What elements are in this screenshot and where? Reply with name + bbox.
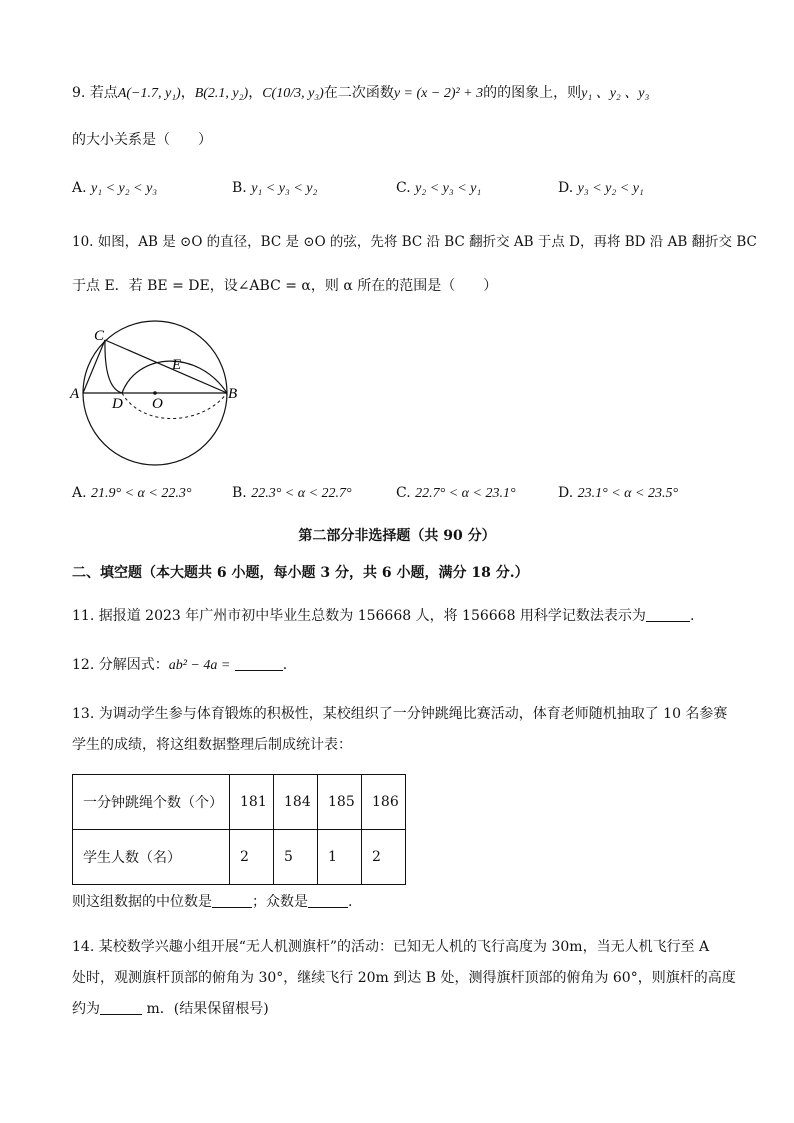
q13-mode-blank[interactable] xyxy=(308,893,348,908)
q12-expression: ab² − 4a = xyxy=(168,658,231,673)
question-9-line2: 的大小关系是（ ） xyxy=(72,132,212,148)
table-cell: 2 xyxy=(362,830,406,885)
q9-option-b-label: B. xyxy=(232,180,247,196)
chord-bc xyxy=(105,340,227,393)
q13-median-label: 则这组数据的中位数是 xyxy=(72,894,212,910)
question-14-line2: 处时，观测旗杆顶部的俯角为 30°，继续飞行 20m 到达 B 处，测得旗杆顶部的俯角为 60°，则旗杆的高度 xyxy=(72,970,736,986)
label-o: O xyxy=(152,396,163,412)
table-cell: 185 xyxy=(318,775,362,830)
question-14-line3 xyxy=(72,1000,269,1018)
q9-mid: 在二次函数 xyxy=(323,85,394,101)
q12-text: 12. 分解因式： xyxy=(72,657,169,673)
q10-option-b[interactable] xyxy=(232,485,352,502)
question-11 xyxy=(72,607,694,625)
question-12 xyxy=(72,656,287,675)
q13-median-blank[interactable] xyxy=(212,893,252,908)
label-b: B xyxy=(228,386,238,402)
q11-end: . xyxy=(689,608,695,624)
q10-option-d-label: D. xyxy=(558,485,574,501)
q13-stats-table xyxy=(72,774,406,885)
q9-post: 的的图象上，则 xyxy=(483,85,582,101)
table-header-count: 一分钟跳绳个数（个） xyxy=(73,775,230,830)
label-c: C xyxy=(94,328,105,344)
q10-option-a-text: 21.9° < α < 22.3° xyxy=(91,486,192,501)
table-row xyxy=(73,775,406,830)
q10-option-d[interactable] xyxy=(558,485,678,502)
q9-option-d-text: y₃ < y₂ < y₁ xyxy=(577,181,644,196)
folded-arc-bc xyxy=(105,340,122,393)
table-row xyxy=(73,830,406,885)
table-cell: 186 xyxy=(362,775,406,830)
table-cell: 184 xyxy=(274,775,318,830)
q9-number: 9. xyxy=(72,85,86,101)
q12-end: . xyxy=(282,657,288,673)
center-point-o xyxy=(153,391,157,395)
q9-option-d[interactable] xyxy=(558,180,644,197)
section-2-title: 二、填空题（本大题共 6 小题，每小题 3 分，共 6 小题，满分 18 分.） xyxy=(72,565,529,581)
q10-option-a-label: A. xyxy=(72,485,87,501)
q10-option-c-text: 22.7° < α < 23.1° xyxy=(415,486,516,501)
q9-option-d-label: D. xyxy=(558,180,574,196)
q11-text: 11. 据报道 2023 年广州市初中毕业生总数为 156668 人，将 156668 用科学记数法表示为 xyxy=(72,608,646,624)
q10-option-b-text: 22.3° < α < 22.7° xyxy=(251,486,352,501)
q13-end: . xyxy=(348,894,353,910)
q9-option-a[interactable] xyxy=(72,180,157,197)
q9-option-a-label: A. xyxy=(72,180,87,196)
question-13-line1: 13. 为调动学生参与体育锻炼的积极性，某校组织了一分钟跳绳比赛活动，体育老师随机抽取了 10 名参赛 xyxy=(72,706,728,722)
q12-answer-blank[interactable] xyxy=(235,656,283,671)
q10-option-b-label: B. xyxy=(232,485,247,501)
table-cell: 181 xyxy=(230,775,274,830)
q9-option-c-label: C. xyxy=(396,180,411,196)
q10-option-c[interactable] xyxy=(396,485,516,502)
label-e: E xyxy=(172,357,182,373)
label-d: D xyxy=(112,396,123,412)
q9-comma-2: ， xyxy=(248,85,263,101)
q14-line3-post: m．(结果保留根号) xyxy=(146,1001,269,1017)
q14-line3-pre: 约为 xyxy=(72,1001,100,1017)
q10-option-c-label: C. xyxy=(396,485,411,501)
q9-point-b: B(2.1, y₂) xyxy=(194,86,249,101)
table-cell: 5 xyxy=(274,830,318,885)
question-10-line2: 于点 E．若 BE = DE，设∠ABC = α，则 α 所在的范围是（ ） xyxy=(72,278,498,294)
q9-point-a: A(−1.7, y₁) xyxy=(117,86,181,101)
q10-option-a[interactable] xyxy=(72,485,191,502)
question-10-line1: 10. 如图，AB 是 ⊙O 的直径，BC 是 ⊙O 的弦，先将 BC 沿 BC 翻折交 AB 于点 D，再将 BD 沿 AB 翻折交 BC xyxy=(72,234,757,250)
q9-option-b-text: y₁ < y₃ < y₂ xyxy=(251,181,318,196)
q9-option-c[interactable] xyxy=(396,180,481,197)
q9-point-c: C(10/3, y₃) xyxy=(262,86,324,101)
segment-ac xyxy=(83,340,105,393)
q9-option-b[interactable] xyxy=(232,180,317,197)
q9-comma-1: ， xyxy=(180,85,195,101)
q10-figure xyxy=(62,318,252,488)
dashed-arc-db xyxy=(122,393,227,419)
q14-answer-blank[interactable] xyxy=(100,1000,142,1015)
question-13-answer-line xyxy=(72,893,352,911)
q9-function: y = (x − 2)² + 3 xyxy=(393,86,484,101)
question-14-line1: 14. 某校数学兴趣小组开展“无人机测旗杆”的活动：已知无人机的飞行高度为 30m，当无人机飞行至 A xyxy=(72,939,710,955)
q9-vars: y₁ 、y₂ 、y₃ xyxy=(581,86,650,101)
q9-option-c-text: y₂ < y₃ < y₁ xyxy=(415,181,482,196)
q9-prefix: 若点 xyxy=(89,85,118,101)
question-13-line2: 学生的成绩，将这组数据整理后制成统计表： xyxy=(72,737,352,753)
q10-option-d-text: 23.1° < α < 23.5° xyxy=(577,486,679,501)
table-header-students: 学生人数（名） xyxy=(73,830,230,885)
q9-option-a-text: y₁ < y₂ < y₃ xyxy=(91,181,158,196)
question-9-line1 xyxy=(72,84,649,103)
table-cell: 1 xyxy=(318,830,362,885)
table-cell: 2 xyxy=(230,830,274,885)
part-2-title: 第二部分非选择题（共 90 分） xyxy=(298,528,496,544)
q11-answer-blank[interactable] xyxy=(646,607,690,622)
q13-mode-label: ；众数是 xyxy=(252,894,308,910)
label-a: A xyxy=(70,386,80,402)
